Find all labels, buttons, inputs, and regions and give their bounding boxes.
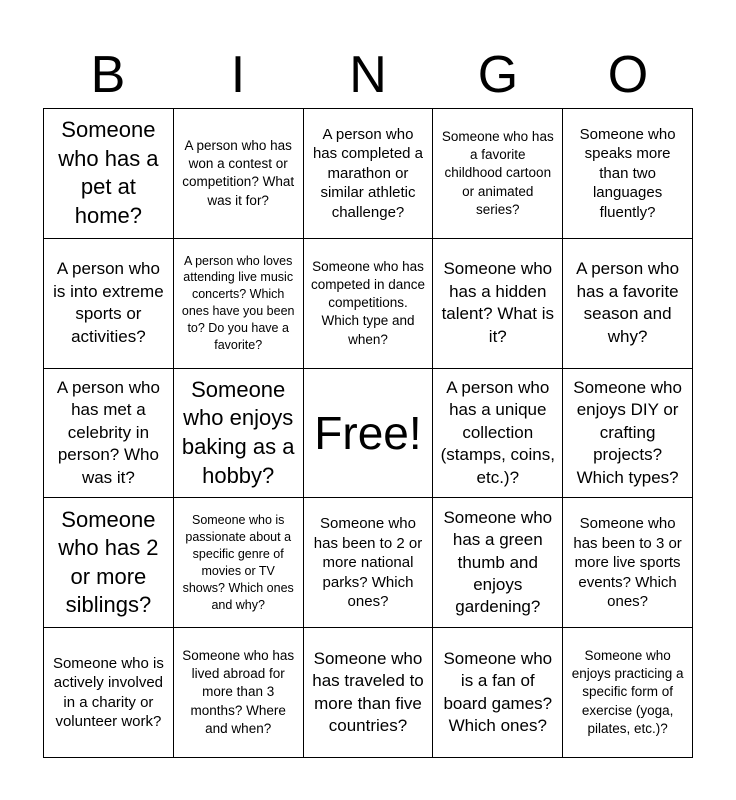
bingo-cell[interactable]: Someone who enjoys DIY or crafting projects? Which types? xyxy=(563,369,693,499)
bingo-cell[interactable]: Someone who has been to 2 or more national parks? Which ones? xyxy=(304,498,434,628)
header-letter-b: B xyxy=(90,46,126,104)
bingo-cell[interactable]: A person who loves attending live music concerts? Which ones have you been to? Do you have a favorite? xyxy=(174,239,304,369)
bingo-cell[interactable]: A person who is into extreme sports or activities? xyxy=(44,239,174,369)
bingo-card-grid xyxy=(43,108,693,758)
bingo-cell[interactable]: Someone who is actively involved in a charity or volunteer work? xyxy=(44,628,174,758)
bingo-cell[interactable]: Someone who is passionate about a specific genre of movies or TV shows? Which ones and why? xyxy=(174,498,304,628)
bingo-cell[interactable]: Someone who has competed in dance competitions. Which type and when? xyxy=(304,239,434,369)
bingo-cell[interactable]: Someone who has a green thumb and enjoys gardening? xyxy=(433,498,563,628)
header-letter-g: G xyxy=(477,46,519,104)
free-space-cell[interactable]: Free! xyxy=(304,369,434,499)
bingo-cell[interactable]: A person who has met a celebrity in person? Who was it? xyxy=(44,369,174,499)
bingo-cell[interactable]: A person who has completed a marathon or similar athletic challenge? xyxy=(304,109,434,239)
bingo-cell[interactable]: Someone who speaks more than two languages fluently? xyxy=(563,109,693,239)
bingo-cell[interactable]: Someone who has been to 3 or more live sports events? Which ones? xyxy=(563,498,693,628)
header-letter-i: I xyxy=(230,46,246,104)
bingo-cell[interactable]: Someone who enjoys practicing a specific form of exercise (yoga, pilates, etc.)? xyxy=(563,628,693,758)
header-letter-n: N xyxy=(349,46,387,104)
bingo-cell[interactable]: Someone who is a fan of board games? Which ones? xyxy=(433,628,563,758)
bingo-cell[interactable]: Someone who has traveled to more than five countries? xyxy=(304,628,434,758)
bingo-cell[interactable]: A person who has won a contest or competition? What was it for? xyxy=(174,109,304,239)
bingo-cell[interactable]: Someone who has a pet at home? xyxy=(44,109,174,239)
bingo-header xyxy=(43,44,693,106)
bingo-cell[interactable]: A person who has a unique collection (stamps, coins, etc.)? xyxy=(433,369,563,499)
header-letter-o: O xyxy=(607,46,649,104)
bingo-cell[interactable]: Someone who has a favorite childhood cartoon or animated series? xyxy=(433,109,563,239)
bingo-cell[interactable]: Someone who has lived abroad for more than 3 months? Where and when? xyxy=(174,628,304,758)
bingo-cell[interactable]: A person who has a favorite season and why? xyxy=(563,239,693,369)
bingo-cell[interactable]: Someone who enjoys baking as a hobby? xyxy=(174,369,304,499)
bingo-cell[interactable]: Someone who has 2 or more siblings? xyxy=(44,498,174,628)
bingo-cell[interactable]: Someone who has a hidden talent? What is it? xyxy=(433,239,563,369)
